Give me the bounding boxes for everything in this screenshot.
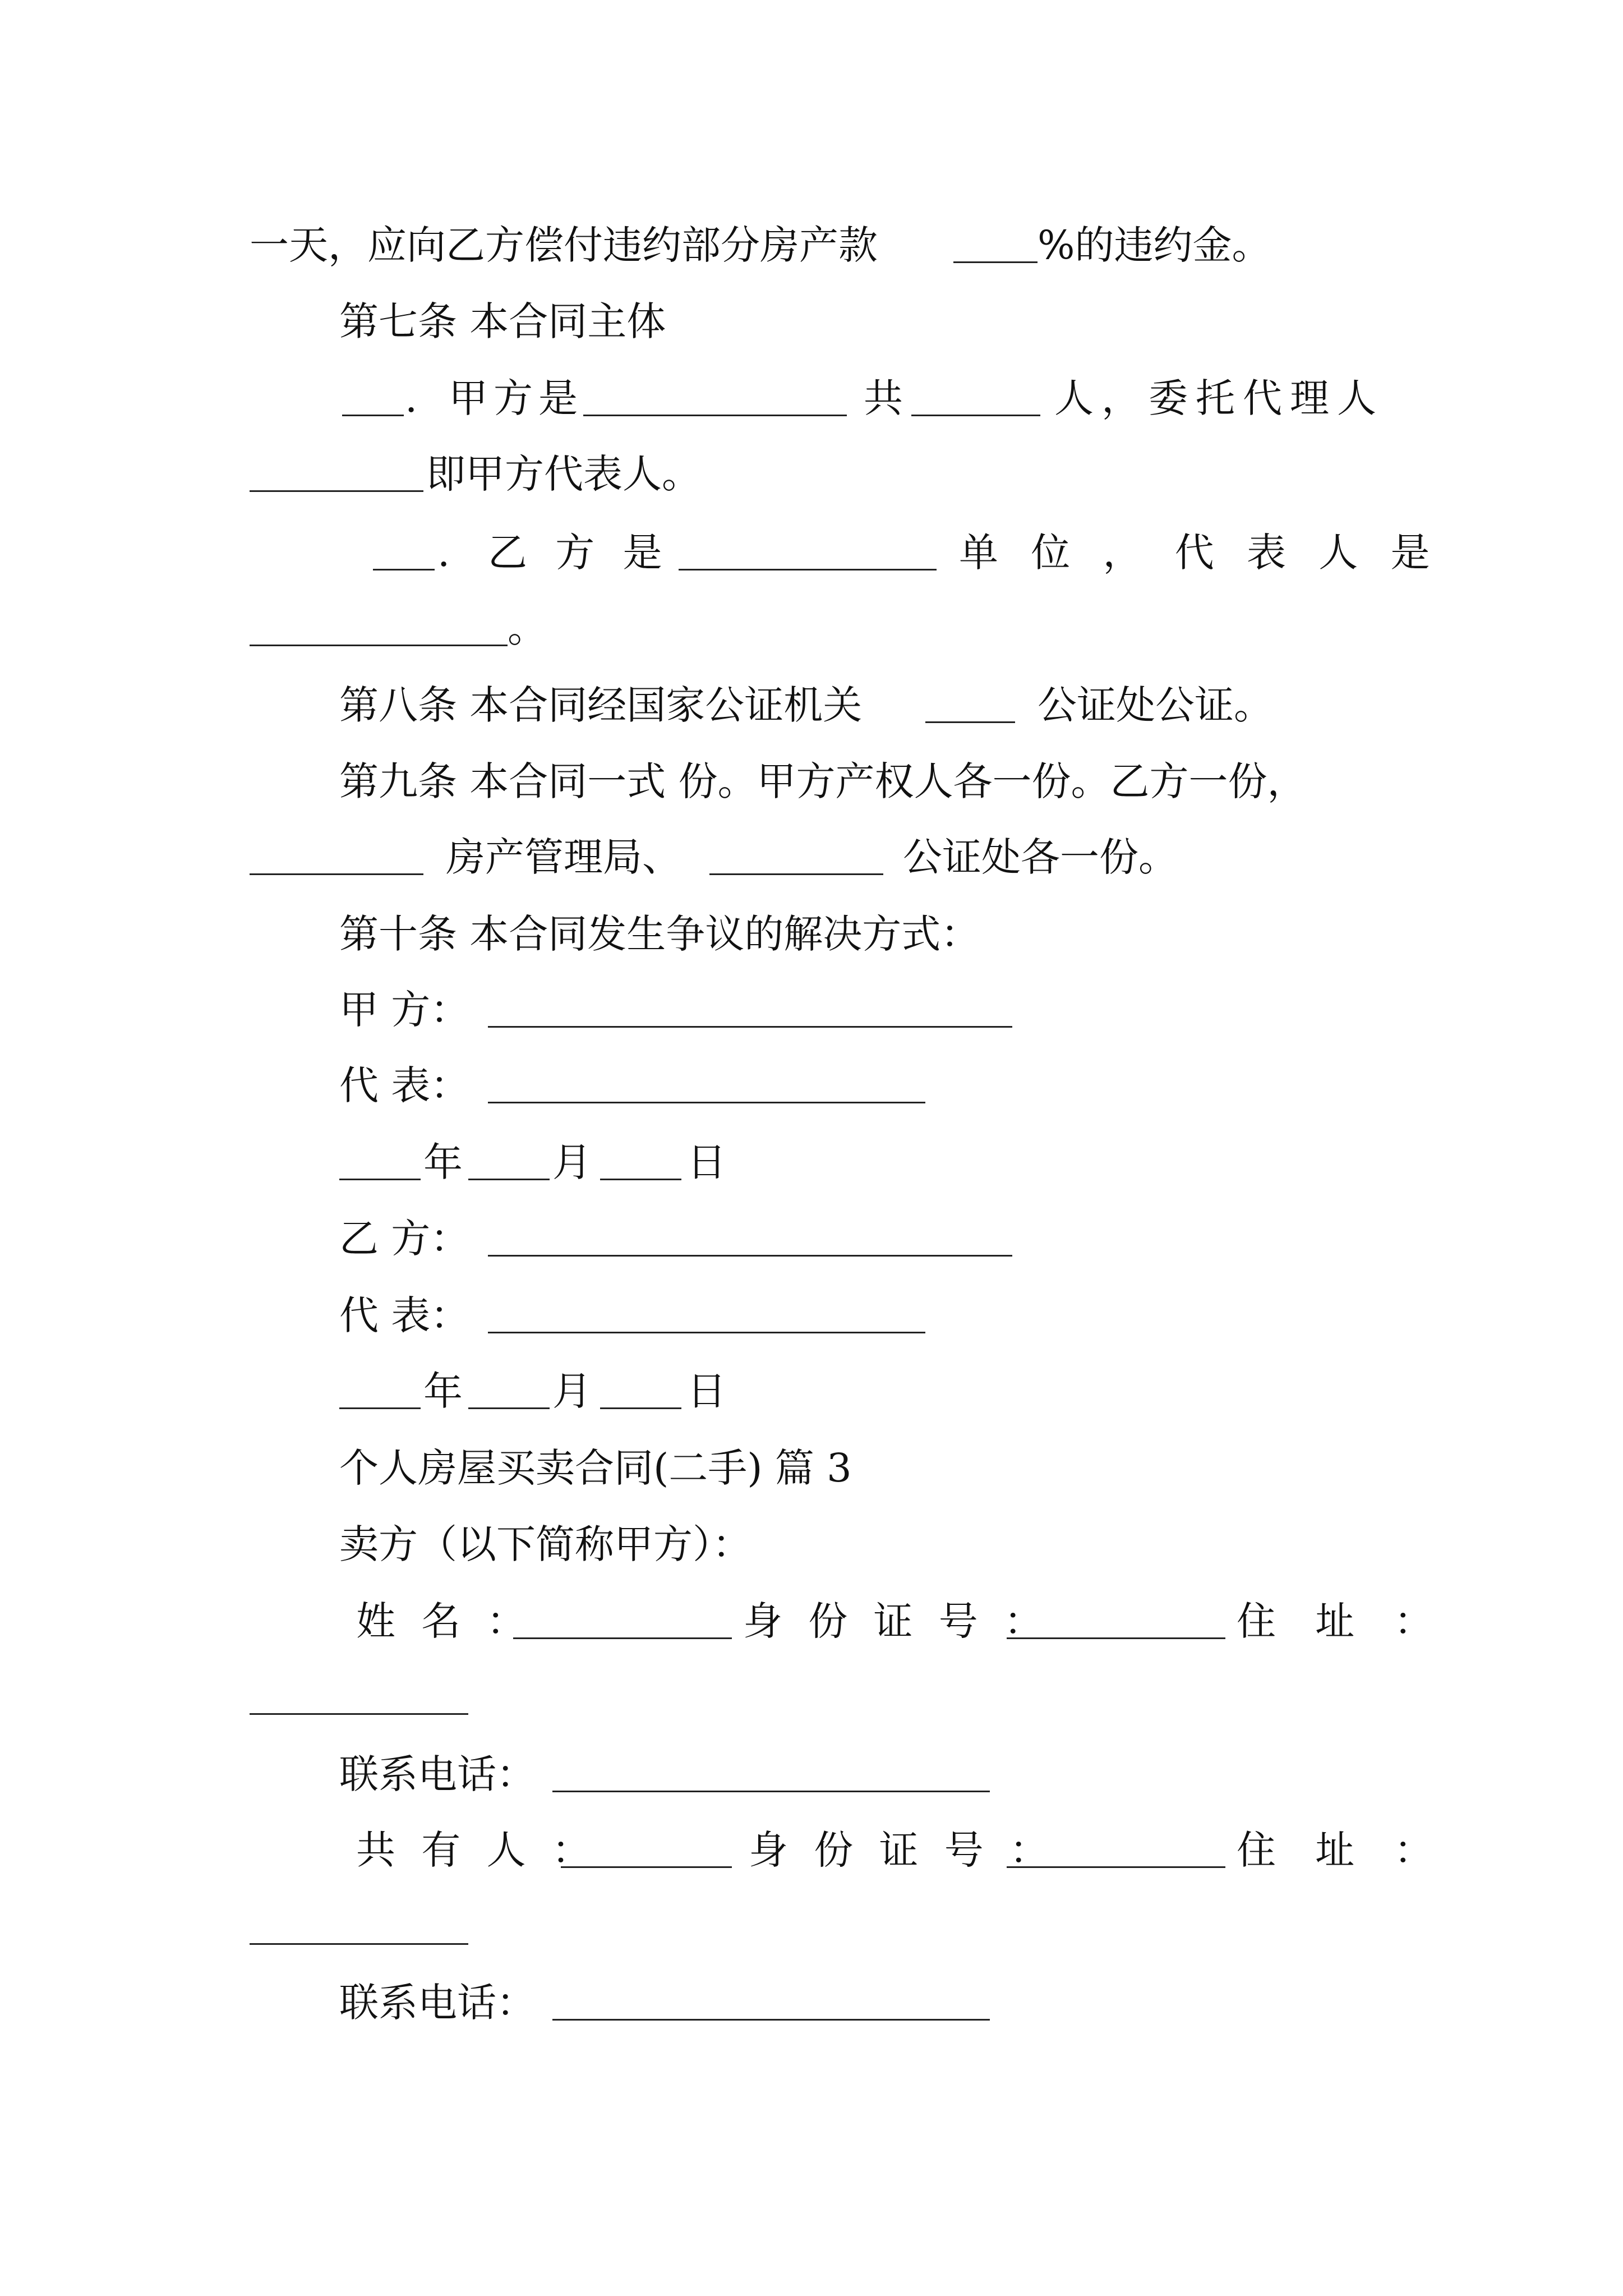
party-a-count-blank[interactable] xyxy=(911,415,1040,416)
section-title xyxy=(0,1437,1623,1499)
seller-name-blank[interactable] xyxy=(513,1637,732,1639)
sign-party-b-representative xyxy=(0,1285,1623,1346)
agent-label: 人，委托代理人 xyxy=(1054,375,1384,421)
penalty-text-end: %的违约金。 xyxy=(1038,222,1271,268)
article-7-heading xyxy=(0,291,1623,352)
article-9-continued xyxy=(0,826,1623,888)
party-b-subject-line xyxy=(0,522,1623,583)
day-label-2: 日 xyxy=(687,1368,726,1414)
party-b-representative-blank[interactable] xyxy=(250,645,508,646)
item-dot: . xyxy=(405,375,418,421)
penalty-text: 一天，应向乙方偿付违约部分房产款 xyxy=(250,222,878,268)
article-10-text: 第十条 本合同发生争议的解决方式： xyxy=(339,911,980,957)
party-b-is-label: 乙 方 是 xyxy=(488,530,670,576)
seller-address-blank[interactable] xyxy=(250,1713,468,1715)
party-b-year-blank[interactable] xyxy=(339,1407,421,1409)
sign-party-a xyxy=(0,979,1623,1041)
seller-heading xyxy=(0,1513,1623,1575)
party-a-month-blank[interactable] xyxy=(468,1179,550,1180)
year-label-2: 年 xyxy=(423,1368,463,1414)
party-a-name-blank[interactable] xyxy=(583,415,847,416)
party-b-label: 乙 方： xyxy=(339,1216,470,1262)
co-owner-name-blank[interactable] xyxy=(561,1866,732,1868)
article-7-title: 第七条 本合同主体 xyxy=(339,298,666,344)
co-owner-phone-blank[interactable] xyxy=(552,2019,990,2021)
co-owner-id-blank[interactable] xyxy=(1007,1866,1225,1868)
seller-phone-blank[interactable] xyxy=(552,1791,990,1792)
party-a-signature-blank[interactable] xyxy=(488,1026,1012,1028)
party-b-month-blank[interactable] xyxy=(468,1407,550,1409)
party-b-unit-blank[interactable] xyxy=(679,569,937,570)
seller-info-line xyxy=(0,1590,1623,1652)
sign-party-a-representative xyxy=(0,1055,1623,1116)
year-label: 年 xyxy=(423,1139,463,1185)
item-dot-2: . xyxy=(437,530,450,576)
party-a-year-blank[interactable] xyxy=(339,1179,421,1180)
day-label: 日 xyxy=(687,1139,726,1185)
party-a-rep-blank[interactable] xyxy=(488,1102,925,1103)
unit-representative-label: 单 位 ， 代 表 人 是 xyxy=(959,530,1440,576)
notary-blank[interactable] xyxy=(925,721,1015,723)
seller-phone-label: 联系电话： xyxy=(339,1751,536,1797)
party-b-date xyxy=(0,1360,1623,1422)
item-number-blank-2[interactable] xyxy=(373,569,435,570)
housing-bureau-text: 房产管理局、 xyxy=(446,834,681,880)
co-owner-id-label: 身 份 证 号 ： xyxy=(749,1827,1056,1873)
month-label-2: 月 xyxy=(552,1368,592,1414)
city-blank[interactable] xyxy=(250,873,423,875)
party-a-subject-line xyxy=(0,367,1623,429)
seller-name-label: 姓 名 ： xyxy=(356,1598,533,1644)
notary-city-blank[interactable] xyxy=(709,873,883,875)
co-owner-label: 共 有 人 ： xyxy=(356,1827,598,1873)
sign-party-b xyxy=(0,1208,1623,1269)
period: 。 xyxy=(508,605,547,651)
article-8-text: 第八条 本合同经国家公证机关 xyxy=(339,682,863,728)
seller-id-blank[interactable] xyxy=(1007,1637,1225,1639)
item-number-blank[interactable] xyxy=(342,415,404,416)
article-9 xyxy=(0,751,1623,812)
party-b-rep-blank[interactable] xyxy=(488,1332,925,1333)
article-8 xyxy=(0,674,1623,736)
party-b-rep-label: 代 表： xyxy=(339,1292,470,1338)
article-8-text-end: 公证处公证。 xyxy=(1038,682,1273,728)
representative-text: 即甲方代表人。 xyxy=(426,451,701,497)
seller-id-label: 身 份 证 号 ： xyxy=(743,1598,1050,1644)
notary-copy-text: 公证处各一份。 xyxy=(903,834,1178,880)
article-9-text: 第九条 本合同一式 份。甲方产权人各一份。乙方一份， xyxy=(339,758,1307,804)
agent-name-blank[interactable] xyxy=(250,490,423,492)
party-b-representative-line xyxy=(0,597,1623,659)
article-10 xyxy=(0,903,1623,965)
party-a-is-label: 甲方是 xyxy=(449,375,583,421)
seller-address-line xyxy=(0,1666,1623,1728)
seller-label: 卖方（以下简称甲方）： xyxy=(339,1521,751,1567)
co-owner-phone-line xyxy=(0,1972,1623,2033)
party-a-day-blank[interactable] xyxy=(600,1179,681,1180)
co-owner-address-label: 住 址 ： xyxy=(1237,1827,1447,1873)
party-b-signature-blank[interactable] xyxy=(488,1255,1012,1257)
co-owner-phone-label: 联系电话： xyxy=(339,1980,536,2026)
party-a-representative-line xyxy=(0,443,1623,505)
seller-address-label: 住 址 ： xyxy=(1237,1598,1447,1644)
co-owner-address-line xyxy=(0,1896,1623,1958)
co-owner-address-blank[interactable] xyxy=(250,1943,468,1945)
party-a-date xyxy=(0,1131,1623,1193)
penalty-percent-blank[interactable] xyxy=(953,261,1038,263)
total-label: 共 xyxy=(864,375,903,421)
party-a-rep-label: 代 表： xyxy=(339,1062,470,1108)
clause-penalty-line xyxy=(0,214,1623,276)
month-label: 月 xyxy=(552,1139,592,1185)
seller-phone-line xyxy=(0,1743,1623,1805)
party-a-label: 甲 方： xyxy=(339,987,470,1033)
co-owner-info-line xyxy=(0,1819,1623,1881)
party-b-day-blank[interactable] xyxy=(600,1407,681,1409)
contract-3-title: 个人房屋买卖合同(二手) 篇 3 xyxy=(339,1445,852,1491)
